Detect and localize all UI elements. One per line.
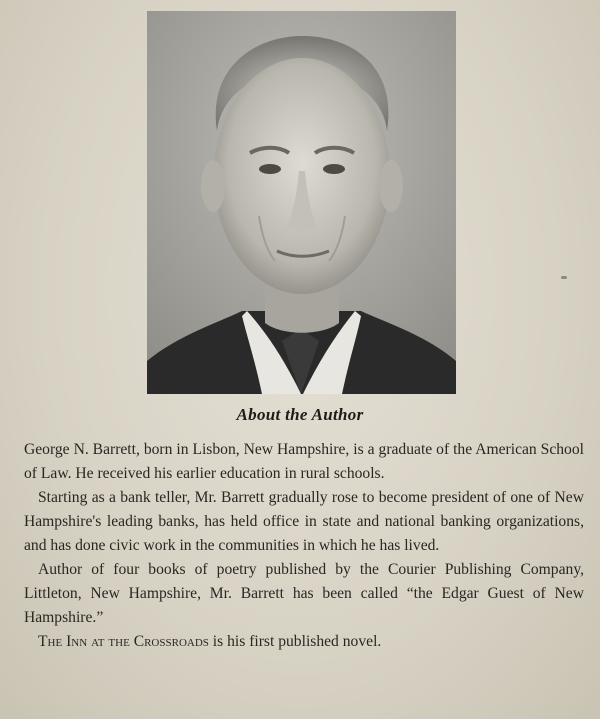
- novel-title: The Inn at the Crossroads: [38, 633, 209, 650]
- bio-paragraph-2: Starting as a bank teller, Mr. Barrett gradually rose to become president of one of New Hampshire's leading banks, has held office in state and national banking organizations, and has done civic work in the communities in which he has lived.: [24, 489, 584, 554]
- author-bio: [24, 438, 584, 654]
- section-heading: About the Author: [236, 405, 364, 424]
- paper-fleck: [561, 276, 567, 279]
- novel-sentence: is his first published novel.: [208, 633, 382, 650]
- bio-paragraph-4: [24, 630, 584, 654]
- bio-paragraph-1: George N. Barrett, born in Lisbon, New Hampshire, is a graduate of the American School of Law. He received his earlier education in rural schools.: [24, 441, 584, 482]
- author-portrait: [147, 11, 456, 394]
- bio-paragraph-3: Author of four books of poetry published by the Courier Publishing Company, Littleton, New Hampshire, Mr. Barrett has been called “the Edgar Guest of New Hampshire.”: [24, 561, 584, 626]
